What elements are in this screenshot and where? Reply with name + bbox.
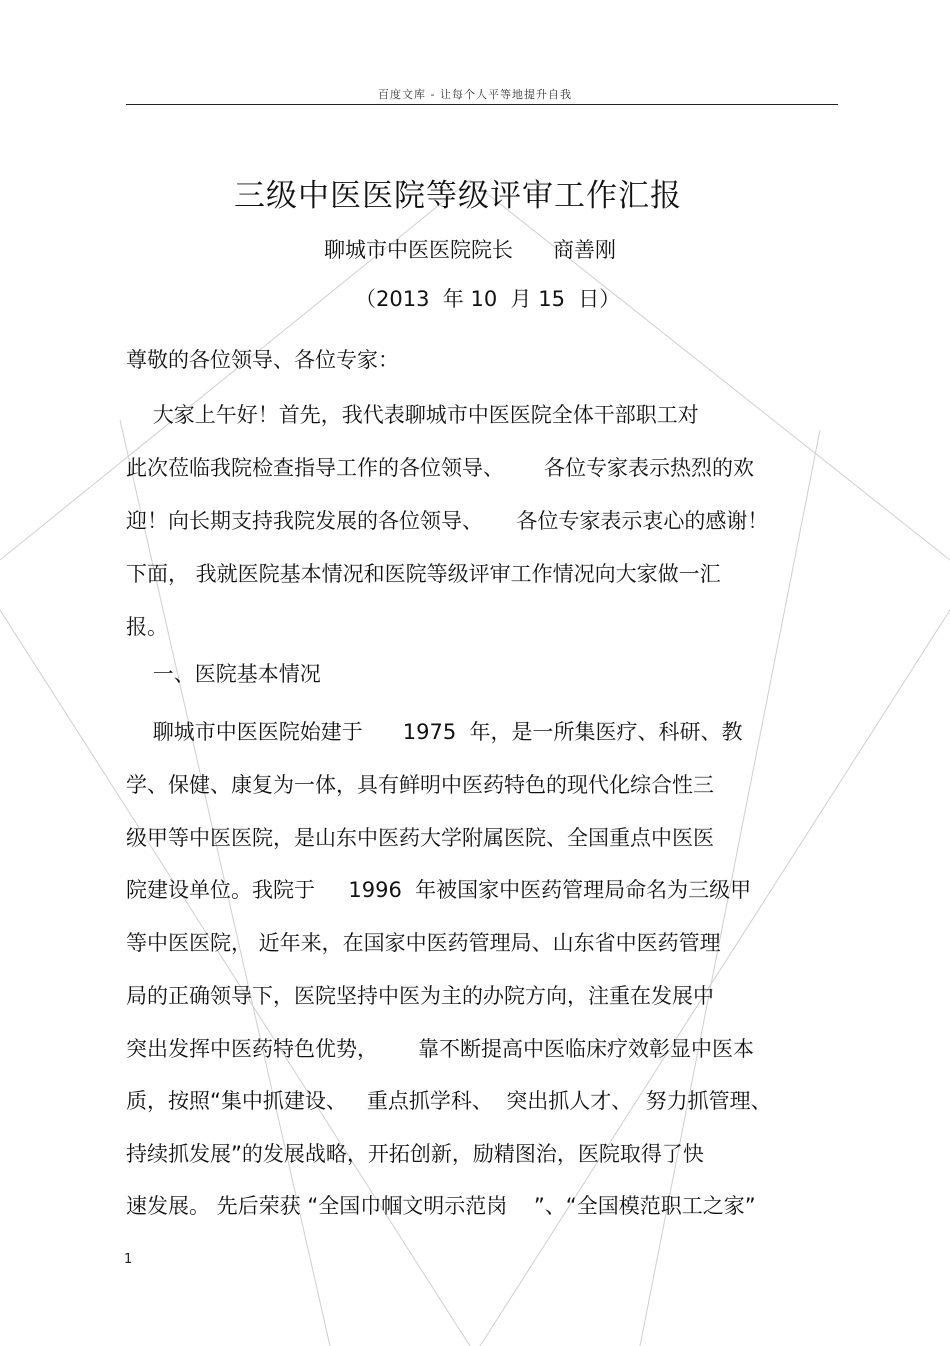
body-line: 此次莅临我院检查指导工作的各位领导、 各位专家表示热烈的欢 [126,456,755,480]
body-line: 速发展。 先后荣获 “全国巾帼文明示范岗 ”、“全国模范职工之家” [126,1194,756,1218]
author-line: 聊城市中医医院院长 商善刚 [324,238,617,262]
page-number: 1 [124,1252,133,1267]
section-heading: 一、医院基本情况 [126,662,321,686]
body-line: 质，按照“集中抓建设、 重点抓学科、 突出抓人才、 努力抓管理、 [126,1089,772,1113]
body-line: 大家上午好！首先，我代表聊城市中医医院全体干部职工对 [126,403,699,427]
body-line: 持续抓发展”的发展战略，开拓创新，励精图治，医院取得了快 [126,1142,704,1166]
body-line: 突出发挥中医药特色优势， 靠不断提高中医临床疗效彰显中医本 [126,1037,755,1061]
body-line: 院建设单位。我院于 1996 年被国家中医药管理局命名为三级甲 [126,878,752,902]
body-line: 报。 [126,615,168,639]
body-line: 级甲等中医医院，是山东中医药大学附属医院、全国重点中医医 [126,826,714,850]
running-header: 百度文库 - 让每个人平等地提升自我 [378,88,572,101]
body-line: 迎！向长期支持我院发展的各位领导、 各位专家表示衷心的感谢！ [126,509,769,533]
body-line: 下面， 我就医院基本情况和医院等级评审工作情况向大家做一汇 [126,562,721,586]
salutation: 尊敬的各位领导、各位专家： [126,348,399,372]
document-title: 三级中医医院等级评审工作汇报 [234,178,682,214]
body-line: 学、保健、康复为一体，具有鲜明中医药特色的现代化综合性三 [126,773,714,797]
date-line: （2013 年 10 月 15 日） [355,287,621,311]
body-line: 聊城市中医医院始建于 1975 年，是一所集医疗、科研、教 [126,720,743,744]
header-divider [126,104,838,105]
body-line: 局的正确领导下，医院坚持中医为主的办院方向，注重在发展中 [126,984,714,1008]
body-line: 等中医医院， 近年来，在国家中医药管理局、山东省中医药管理 [126,931,721,955]
